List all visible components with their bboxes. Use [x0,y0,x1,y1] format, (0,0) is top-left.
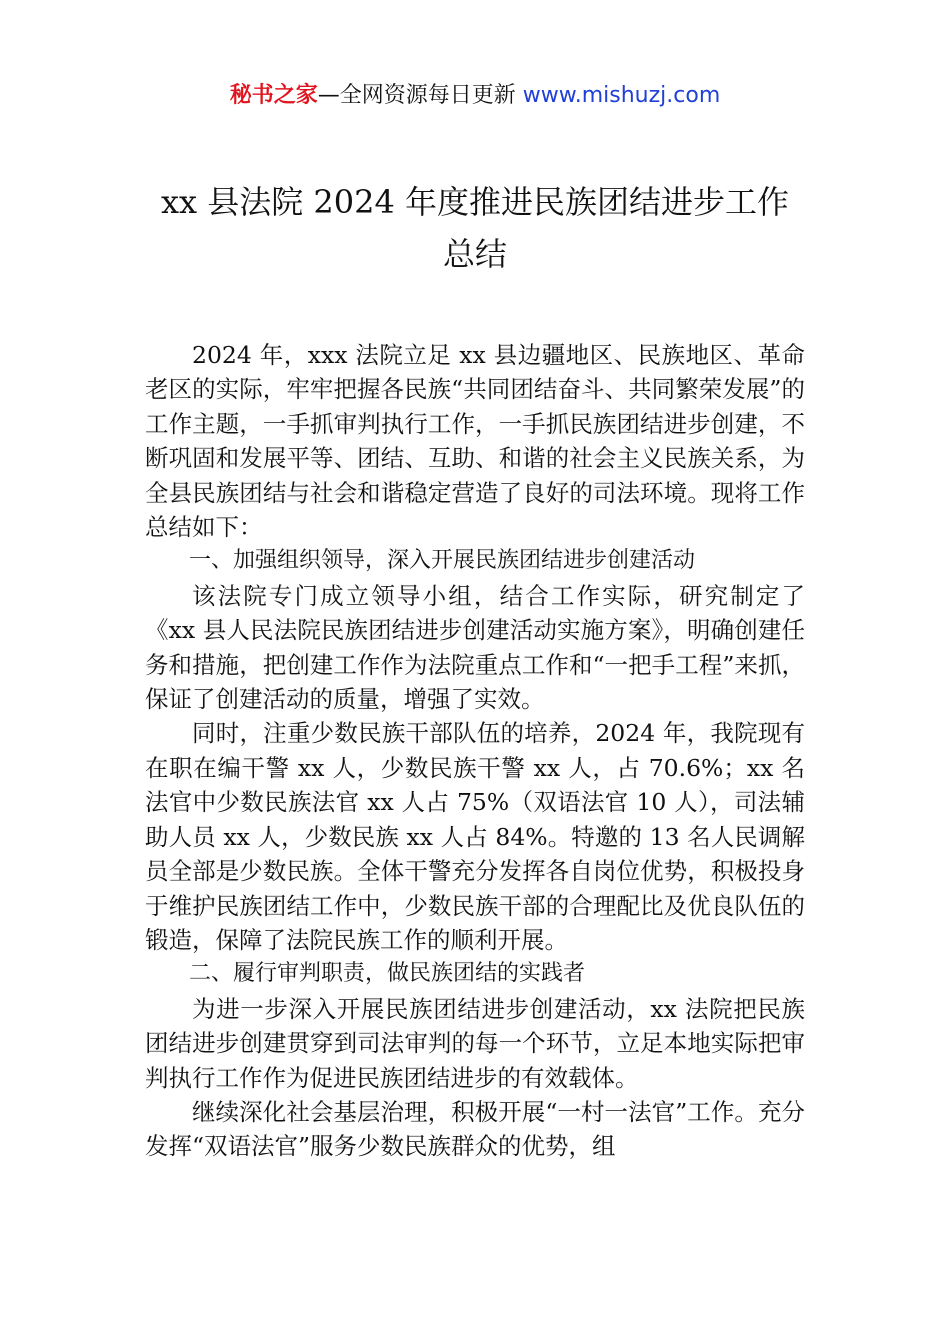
site-brand: 秘书之家 [229,83,318,108]
body-paragraph: 该法院专门成立领导小组，结合工作实际，研究制定了《xx 县人民法院民族团结进步创建活动实施方案》，明确创建任务和措施，把创建工作作为法院重点工作和“一把手工程”来抓，保证了创建活动的质量，增强了实效。 [145,581,805,714]
site-url-link[interactable]: www.mishuzj.com [522,83,721,108]
document-title-line-2: 总结 [442,235,507,273]
document-body [145,338,805,1164]
section-heading-1: 一、加强组织领导，深入开展民族团结进步创建活动 [189,548,696,574]
body-paragraph: 同时，注重少数民族干部队伍的培养，2024 年，我院现有在职在编干警 xx 人，少数民族干警 xx 人，占 70.6%；xx 名法官中少数民族法官 xx 人占 75%（双语法官 10 人），司法辅助人员 xx 人，少数民族 xx 人占 84%。特邀的 13 名人民调解员全部是少数民族。全体干警充分发挥各自岗位优势，积极投身于维护民族团结工作中，少数民族干部的合理配比及优良队伍的锻造，保障了法院民族工作的顺利开展。 [145,719,805,954]
site-header [0,80,950,112]
section-heading-2: 二、履行审判职责，做民族团结的实践者 [189,961,586,987]
intro-paragraph: 2024 年，xxx 法院立足 xx 县边疆地区、民族地区、革命老区的实际，牢牢把握各民族“共同团结奋斗、共同繁荣发展”的工作主题，一手抓审判执行工作，一手抓民族团结进步创建，不断巩固和发展平等、团结、互助、和谐的社会主义民族关系，为全县民族团结与社会和谐稳定营造了良好的司法环境。现将工作总结如下： [145,341,805,542]
body-paragraph: 继续深化社会基层治理，积极开展“一村一法官”工作。充分发挥“双语法官”服务少数民族群众的优势，组 [145,1097,805,1161]
document-title [120,176,830,280]
site-slogan: —全网资源每日更新 [317,83,516,108]
document-title-line-1: xx 县法院 2024 年度推进民族团结进步工作 [160,183,790,221]
body-paragraph: 为进一步深入开展民族团结进步创建活动，xx 法院把民族团结进步创建贯穿到司法审判的每一个环节，立足本地实际把审判执行工作作为促进民族团结进步的有效载体。 [145,994,805,1092]
